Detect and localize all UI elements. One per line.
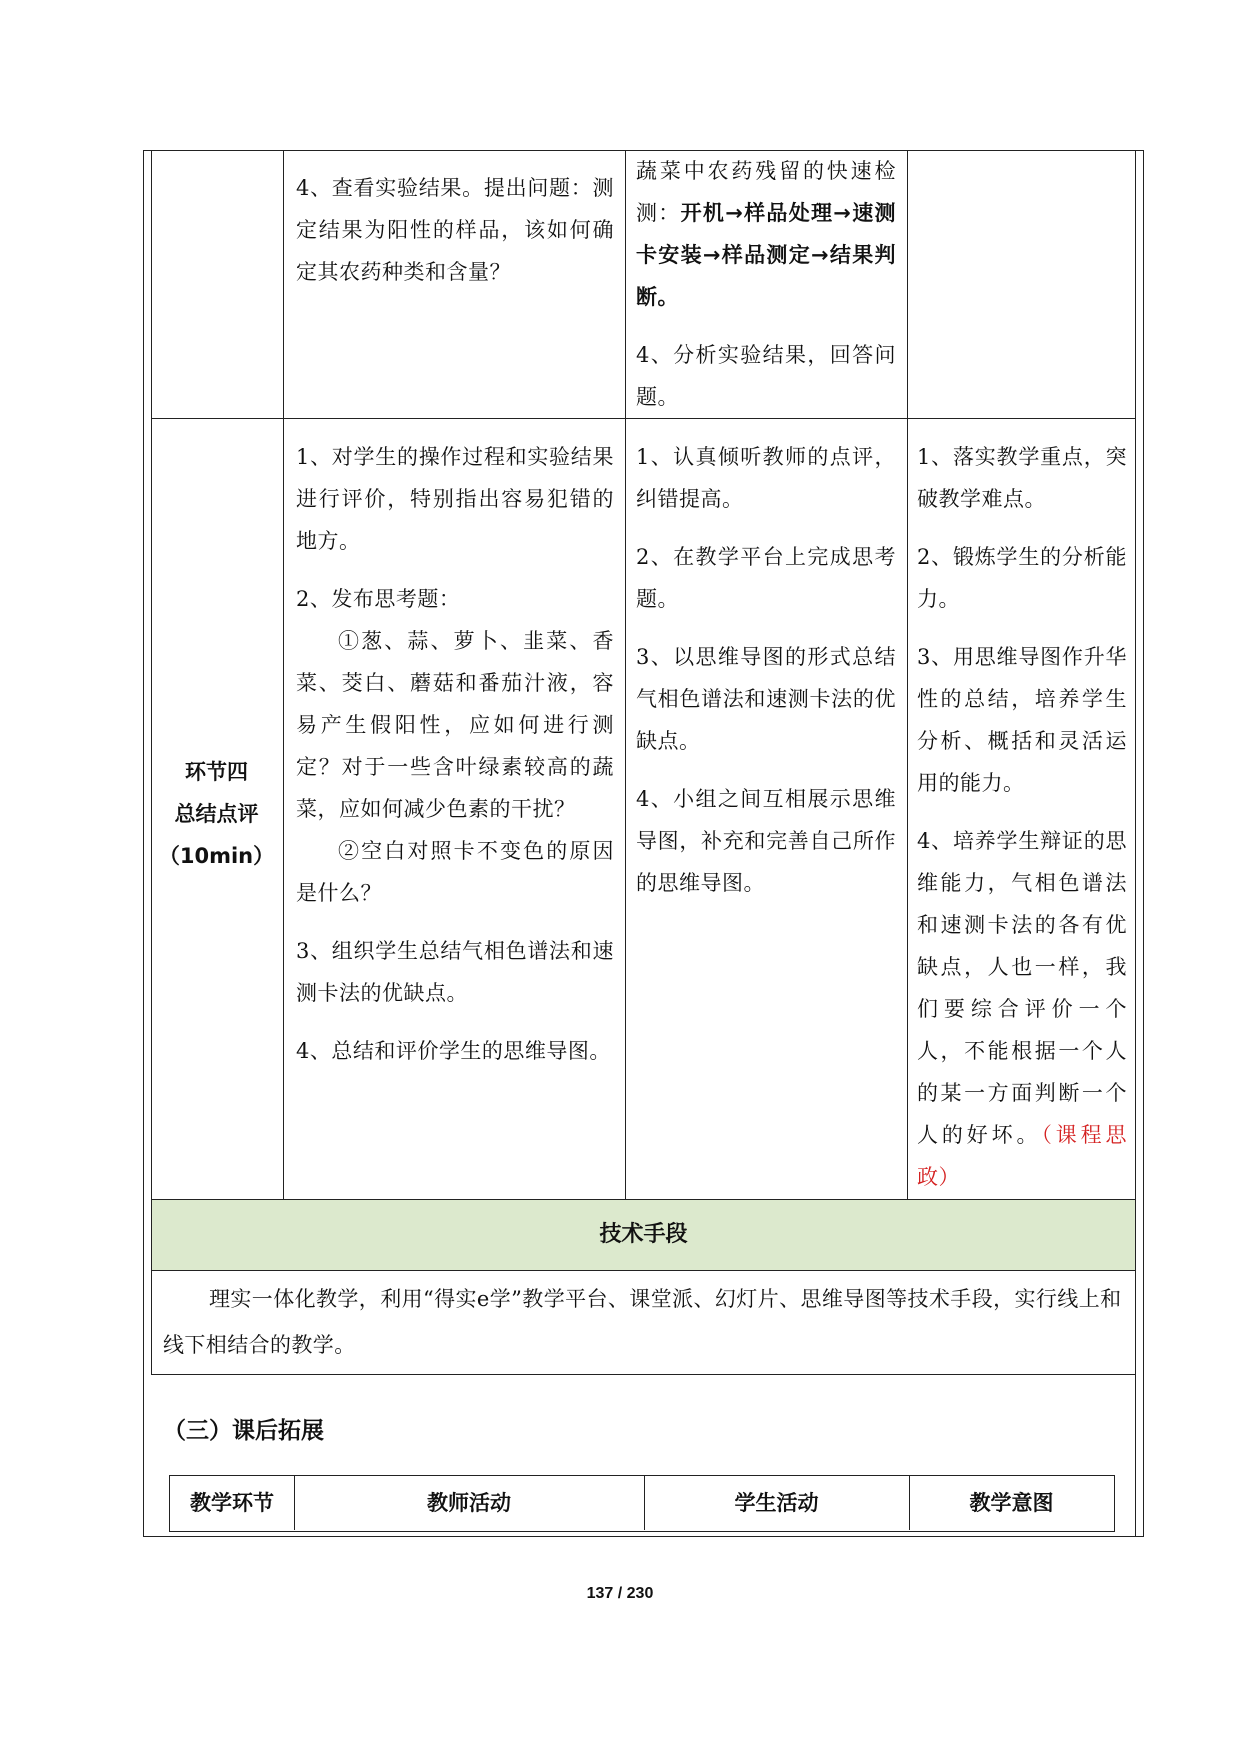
teacher-activity-item: 1、对学生的操作过程和实验结果进行评价，特别指出容易犯错的地方。 <box>296 445 614 553</box>
teaching-intent-cell <box>917 436 1127 1214</box>
header-teacher-activity: 教师活动 <box>427 1491 511 1515</box>
row-divider <box>151 1270 1135 1271</box>
header-teaching-stage: 教学环节 <box>190 1491 274 1515</box>
col-divider <box>907 150 908 1199</box>
tech-body: 理实一体化教学，利用“得实e学”教学平台、课堂派、幻灯片、思维导图等技术手段，实行线上和线下相结合的教学。 <box>163 1287 1122 1357</box>
student-activity-item: 4、小组之间互相展示思维导图，补充和完善自己所作的思维导图。 <box>636 787 896 895</box>
section-label <box>151 751 282 877</box>
header-student-activity: 学生活动 <box>734 1491 819 1515</box>
teacher-activity-text: 4、查看实验结果。提出问题：测定结果为阳性的样品，该如何确定其农药种类和含量？ <box>296 176 614 284</box>
teacher-activity-cell <box>296 167 614 309</box>
row-divider <box>151 1374 1135 1375</box>
ideology-tag: （课程思政） <box>917 1123 1127 1189</box>
section-title: （三）课后拓展 <box>163 1418 324 1444</box>
col-divider <box>283 150 284 1199</box>
extension-table-header <box>169 1475 1115 1532</box>
page-number: 137 / 230 <box>586 1585 654 1602</box>
teacher-activity-item: 4、总结和评价学生的思维导图。 <box>296 1039 611 1063</box>
student-activity-item: 1、认真倾听教师的点评，纠错提高。 <box>636 445 896 511</box>
student-activity-text: 4、分析实验结果，回答问题。 <box>636 343 896 409</box>
student-activity-item: 3、以思维导图的形式总结气相色谱法和速测卡法的优缺点。 <box>636 645 896 753</box>
section-label-line: 总结点评 <box>174 802 259 826</box>
student-activity-cell <box>636 150 896 434</box>
teaching-intent-text: 4、培养学生辩证的思维能力，气相色谱法和速测卡法的各有优缺点，人也一样，我们要综合评价一个人，不能根据一个人的某一方面判断一个人的好坏。 <box>917 829 1127 1147</box>
teacher-activity-item: 2、发布思考题： <box>296 587 461 611</box>
tech-title: 技术手段 <box>599 1222 688 1247</box>
student-activity-item: 2、在教学平台上完成思考题。 <box>636 545 896 611</box>
col-divider <box>1135 150 1136 1537</box>
teacher-activity-item: ①葱、蒜、萝卜、韭菜、香菜、茭白、蘑菇和番茄汁液，容易产生假阳性，应如何进行测定？对于一些含叶绿素较高的蔬菜，应如何减少色素的干扰？ <box>296 629 614 821</box>
teaching-intent-item: 1、落实教学重点，突破教学难点。 <box>917 445 1127 511</box>
section-label-line: 环节四 <box>185 760 248 784</box>
rapid-test-steps: 开机→样品处理→速测卡安装→样品测定→结果判断。 <box>636 201 896 309</box>
teaching-intent-item: 3、用思维导图作升华性的总结，培养学生分析、概括和灵活运用的能力。 <box>917 645 1127 795</box>
teacher-activity-cell <box>296 436 614 1088</box>
rapid-test-intro: 蔬菜中农药残留的快速检测： <box>636 159 896 225</box>
student-activity-rapid-test <box>636 150 896 318</box>
teacher-activity-item: 3、组织学生总结气相色谱法和速测卡法的优缺点。 <box>296 939 614 1005</box>
student-activity-cell <box>636 436 896 920</box>
col-divider <box>625 150 626 1199</box>
teaching-intent-item <box>917 820 1127 1198</box>
section-label-duration: （10min） <box>158 844 275 868</box>
teaching-intent-item: 2、锻炼学生的分析能力。 <box>917 545 1127 611</box>
header-teaching-intent: 教学意图 <box>969 1491 1054 1515</box>
teacher-activity-item: ②空白对照卡不变色的原因是什么？ <box>296 839 614 905</box>
